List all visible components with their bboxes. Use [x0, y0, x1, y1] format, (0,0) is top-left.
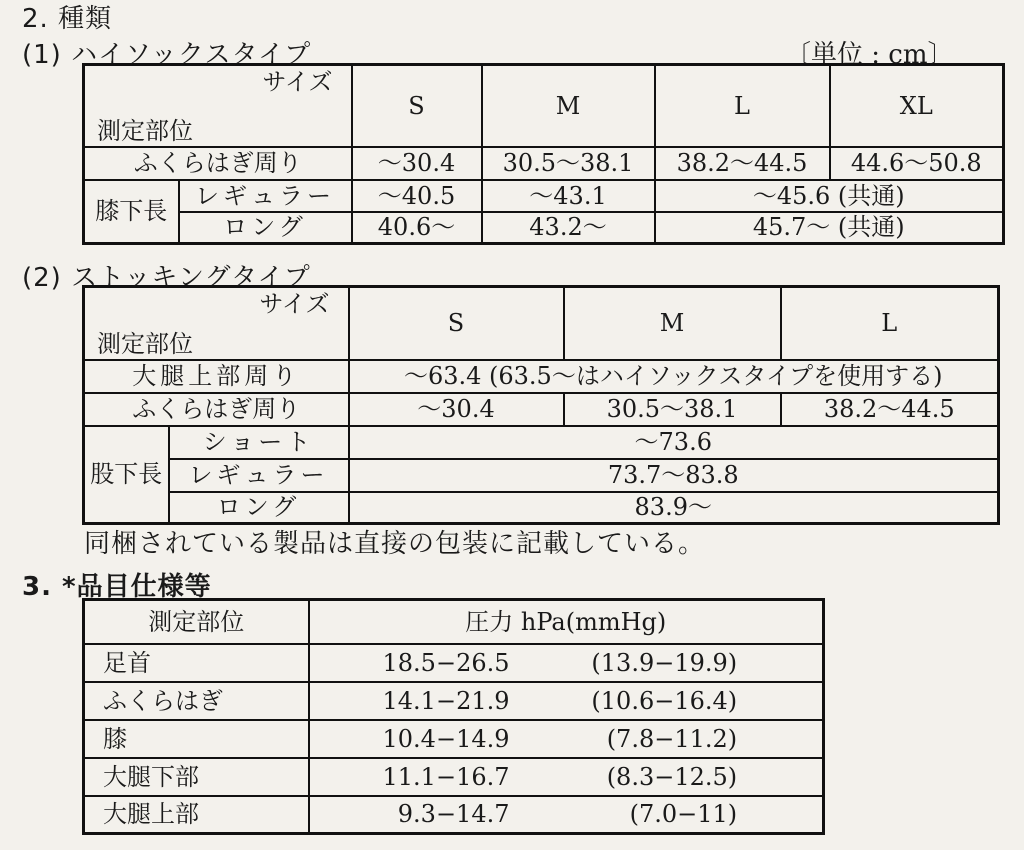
hisocks-table [82, 63, 1005, 245]
pressure-cell [309, 796, 824, 834]
hpa-value: 14.1−21.9 [382, 686, 510, 715]
table-row [84, 758, 824, 796]
size-header: L [781, 287, 999, 360]
mmhg-value: (8.3−12.5) [606, 762, 738, 791]
pressure-cell [309, 682, 824, 720]
table-cell: 43.2〜 [482, 212, 655, 244]
table-cell: 〜40.5 [352, 180, 482, 212]
table-row [84, 720, 824, 758]
size-header: XL [830, 65, 1004, 147]
table-cell: 44.6〜50.8 [830, 147, 1004, 180]
mmhg-value: (7.0−11) [629, 800, 738, 829]
table-row [84, 644, 824, 682]
pressure-table [82, 598, 825, 835]
package-note: 同梱されている製品は直接の包装に記載している。 [84, 529, 706, 559]
mmhg-value: (10.6−16.4) [591, 686, 738, 715]
regular-label: レギュラー [179, 180, 352, 212]
calf-label: ふくらはぎ周り [84, 147, 352, 180]
table-cell: 30.5〜38.1 [564, 393, 781, 426]
inseam-label: 股下長 [84, 426, 169, 524]
table-cell: 〜43.1 [482, 180, 655, 212]
table-cell-common: 73.7〜83.8 [349, 459, 999, 492]
table-cell-common: 〜63.4 (63.5〜はハイソックスタイプを使用する) [349, 360, 999, 393]
regular-label: レギュラー [169, 459, 349, 492]
part-cell: 大腿下部 [84, 758, 309, 796]
table-row [84, 796, 824, 834]
long-label: ロング [179, 212, 352, 244]
mmhg-value: (7.8−11.2) [606, 724, 738, 753]
stocking-table [82, 285, 1000, 525]
size-header: M [482, 65, 655, 147]
corner-part-label: 測定部位 [97, 329, 193, 358]
section2-heading: 2. 種類 [22, 4, 113, 34]
table-cell-common: 45.7〜 (共通) [655, 212, 1004, 244]
table-cell-common: 83.9〜 [349, 492, 999, 524]
calf-label: ふくらはぎ周り [84, 393, 349, 426]
hisocks-heading: (1) ハイソックスタイプ [22, 40, 312, 70]
header-pressure: 圧力 hPa(mmHg) [309, 600, 824, 644]
table-cell: 38.2〜44.5 [781, 393, 999, 426]
table-cell: 30.5〜38.1 [482, 147, 655, 180]
hpa-value: 10.4−14.9 [382, 724, 510, 753]
thigh-label: 大腿上部周り [84, 360, 349, 393]
section3-heading: 3. *品目仕様等 [22, 572, 212, 602]
corner-size-label: サイズ [259, 290, 330, 318]
size-header: L [655, 65, 830, 147]
size-header: S [349, 287, 564, 360]
size-header: M [564, 287, 781, 360]
pressure-cell [309, 720, 824, 758]
part-cell: 膝 [84, 720, 309, 758]
corner-part-label: 測定部位 [97, 116, 193, 145]
stocking-heading: (2) ストッキングタイプ [22, 263, 311, 293]
knee-length-label: 膝下長 [84, 180, 179, 244]
hpa-value: 11.1−16.7 [382, 762, 510, 791]
table-cell: 〜30.4 [349, 393, 564, 426]
table-cell: 38.2〜44.5 [655, 147, 830, 180]
table-cell: 40.6〜 [352, 212, 482, 244]
table-cell-common: 〜73.6 [349, 426, 999, 459]
part-cell: ふくらはぎ [84, 682, 309, 720]
corner-size-label: サイズ [262, 68, 333, 96]
table-cell-common: 〜45.6 (共通) [655, 180, 1004, 212]
table-row [84, 682, 824, 720]
size-header: S [352, 65, 482, 147]
pressure-cell [309, 758, 824, 796]
mmhg-value: (13.9−19.9) [591, 648, 738, 677]
table-cell: 〜30.4 [352, 147, 482, 180]
part-cell: 大腿上部 [84, 796, 309, 834]
short-label: ショート [169, 426, 349, 459]
unit-label: 〔単位 : cm〕 [785, 40, 954, 70]
corner-header [84, 287, 349, 360]
hpa-value: 18.5−26.5 [382, 648, 510, 677]
pressure-cell [309, 644, 824, 682]
long-label: ロング [169, 492, 349, 524]
hpa-value: 9.3−14.7 [397, 800, 510, 829]
part-cell: 足首 [84, 644, 309, 682]
corner-header [84, 65, 352, 147]
header-part: 測定部位 [84, 600, 309, 644]
